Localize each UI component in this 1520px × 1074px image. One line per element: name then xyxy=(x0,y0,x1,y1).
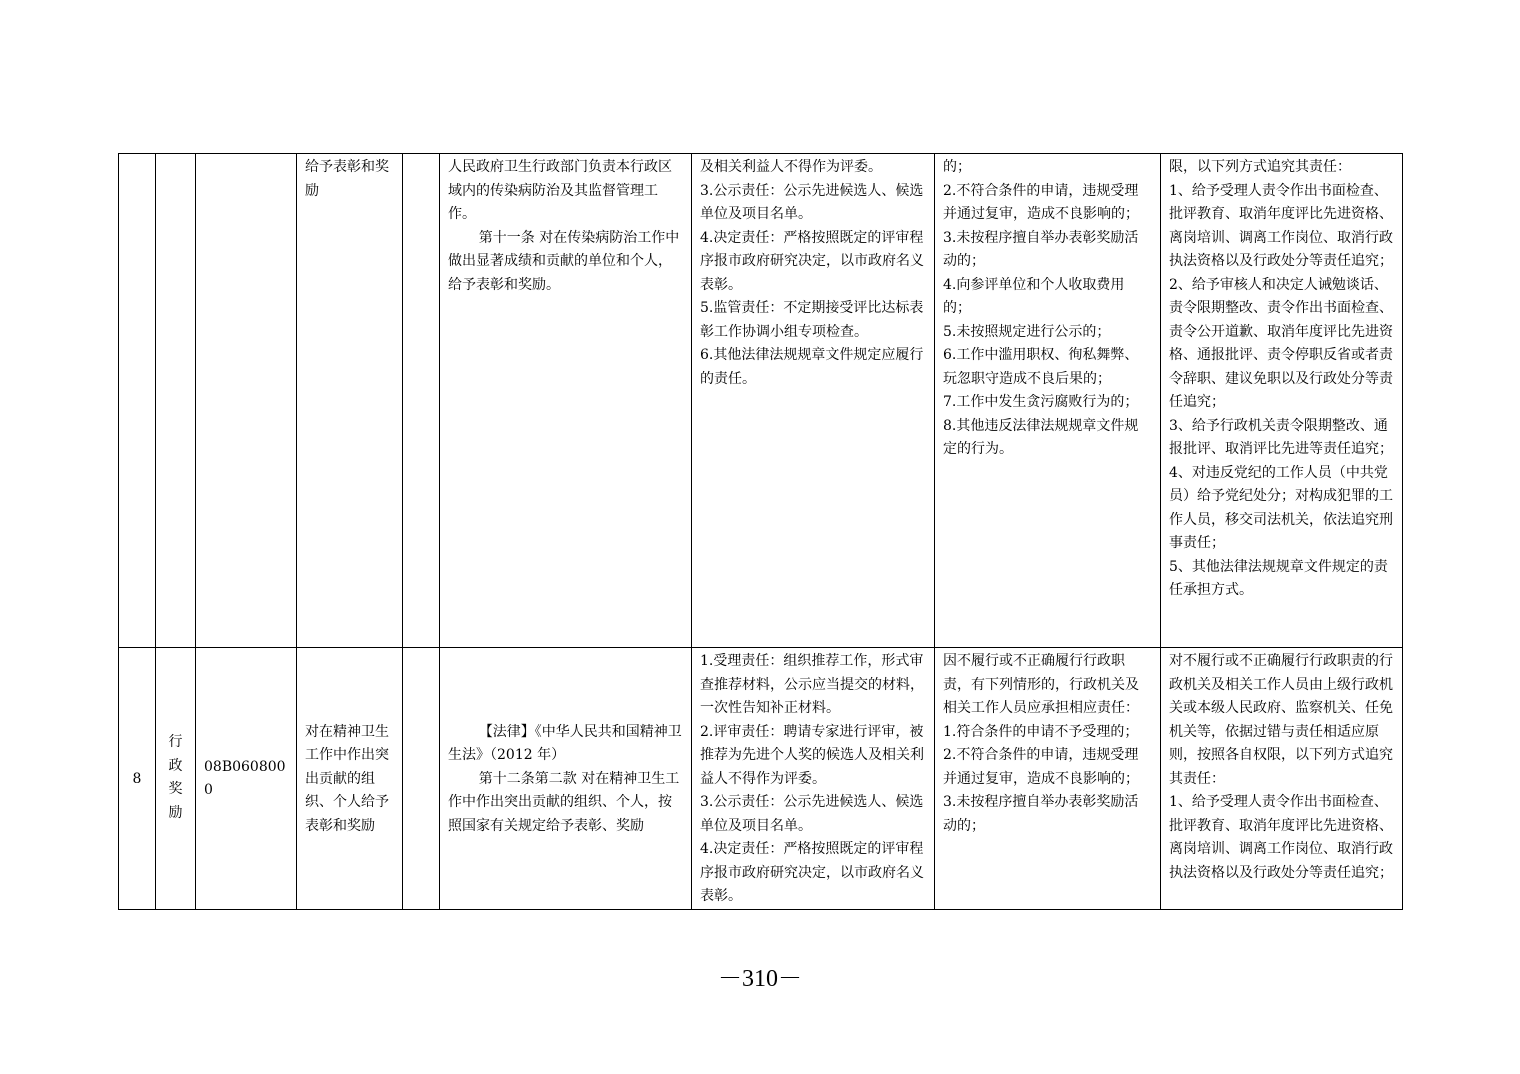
duty-line: 5.监管责任：不定期接受评比达标表彰工作协调小组专项检查。 xyxy=(700,300,924,340)
accountability-cell xyxy=(935,648,1161,910)
table-row xyxy=(119,648,1403,910)
basis-paragraph: 第十二条第二款 对在精神卫生工作中作出突出贡献的组织、个人，按照国家有关规定给予表彰、奖励 xyxy=(448,770,680,834)
duty-line: 2.评审责任：聘请专家进行评审，被推荐为先进个人奖的候选人及相关利益人不得作为评委。 xyxy=(700,723,924,787)
code-cell xyxy=(196,154,297,648)
punishment-line: 1、给予受理人责令作出书面检查、批评教育、取消年度评比先进资格、离岗培训、调离工作岗位、取消行政执法资格以及行政处分等责任追究； xyxy=(1169,182,1393,269)
accountability-line: 4.向参评单位和个人收取费用的； xyxy=(943,276,1125,316)
blank-cell xyxy=(403,648,440,910)
punishment-line: 1、给予受理人责令作出书面检查、批评教育、取消年度评比先进资格、离岗培训、调离工作岗位、取消行政执法资格以及行政处分等责任追究； xyxy=(1169,794,1393,881)
punishment-line: 2、给予审核人和决定人诫勉谈话、责令限期整改、责令作出书面检查、责令公开道歉、取消年度评比先进资格、通报批评、责令停职反省或者责令辞职、建议免职以及行政处分等责任追究； xyxy=(1169,276,1393,410)
accountability-line: 3.未按程序擅自举办表彰奖励活动的； xyxy=(943,794,1139,834)
duty-line: 1.受理责任：组织推荐工作，形式审查推荐材料，公示应当提交的材料，一次性告知补正材料。 xyxy=(700,653,924,716)
index-cell xyxy=(119,154,156,648)
item-name-cell: 对在精神卫生工作中作出突出贡献的组织、个人给予表彰和奖励 xyxy=(297,648,403,910)
accountability-cell xyxy=(935,154,1161,648)
accountability-line: 3.未按程序擅自举办表彰奖励活动的； xyxy=(943,229,1139,269)
code-cell: 08B0608000 xyxy=(196,648,297,910)
basis-paragraph: 【法律】《中华人民共和国精神卫生法》（2012 年） xyxy=(448,723,682,763)
punishment-line: 3、给予行政机关责令限期整改、通报批评、取消评比先进等责任追究； xyxy=(1169,417,1393,457)
punishment-line: 5、其他法律法规规章文件规定的责任承担方式。 xyxy=(1169,558,1388,598)
punishment-line: 限，以下列方式追究其责任： xyxy=(1169,159,1351,175)
accountability-line: 2.不符合条件的申请，违规受理并通过复审，造成不良影响的； xyxy=(943,747,1139,787)
duty-line: 6.其他法律法规规章文件规定应履行的责任。 xyxy=(700,347,924,387)
accountability-line: 2.不符合条件的申请，违规受理并通过复审，造成不良影响的； xyxy=(943,182,1139,222)
duty-line: 4.决定责任：严格按照既定的评审程序报市政府研究决定，以市政府名义表彰。 xyxy=(700,229,924,293)
basis-cell xyxy=(440,154,692,648)
power-list-table xyxy=(118,153,1403,910)
duty-line: 3.公示责任：公示先进候选人、候选单位及项目名单。 xyxy=(700,794,924,834)
duty-line: 及相关利益人不得作为评委。 xyxy=(700,159,882,175)
accountability-line: 8.其他违反法律法规规章文件规定的行为。 xyxy=(943,417,1139,457)
duty-line: 3.公示责任：公示先进候选人、候选单位及项目名单。 xyxy=(700,182,924,222)
table-row xyxy=(119,154,1403,648)
item-name-cell: 给予表彰和奖励 xyxy=(297,154,403,648)
punishment-cell xyxy=(1161,648,1403,910)
basis-paragraph: 人民政府卫生行政部门负责本行政区域内的传染病防治及其监督管理工作。 xyxy=(448,159,672,222)
basis-cell xyxy=(440,648,692,910)
accountability-line: 6.工作中滥用职权、徇私舞弊、玩忽职守造成不良后果的； xyxy=(943,347,1139,387)
category-cell xyxy=(156,154,196,648)
category-cell: 行政奖励 xyxy=(156,648,196,910)
blank-cell xyxy=(403,154,440,648)
index-cell: 8 xyxy=(119,648,156,910)
duties-cell xyxy=(692,154,935,648)
accountability-line: 因不履行或不正确履行行政职责，有下列情形的，行政机关及相关工作人员应承担相应责任： xyxy=(943,653,1139,716)
accountability-line: 1.符合条件的申请不予受理的； xyxy=(943,723,1139,740)
accountability-line: 的； xyxy=(943,159,971,175)
duty-line: 4.决定责任：严格按照既定的评审程序报市政府研究决定，以市政府名义表彰。 xyxy=(700,841,924,904)
punishment-line: 4、对违反党纪的工作人员（中共党员）给予党纪处分；对构成犯罪的工作人员，移交司法机关，依法追究刑事责任； xyxy=(1169,464,1393,551)
punishment-cell xyxy=(1161,154,1403,648)
accountability-line: 5.未按照规定进行公示的； xyxy=(943,323,1111,340)
page-number: －310－ xyxy=(718,966,802,992)
duties-cell xyxy=(692,648,935,910)
accountability-line: 7.工作中发生贪污腐败行为的； xyxy=(943,394,1139,410)
basis-paragraph: 第十一条 对在传染病防治工作中做出显著成绩和贡献的单位和个人，给予表彰和奖励。 xyxy=(448,229,680,293)
punishment-line: 对不履行或不正确履行行政职责的行政机关及相关工作人员由上级行政机关或本级人民政府、监察机关、任免机关等，依据过错与责任相适应原则，按照各自权限，以下列方式追究其责任： xyxy=(1169,653,1393,787)
